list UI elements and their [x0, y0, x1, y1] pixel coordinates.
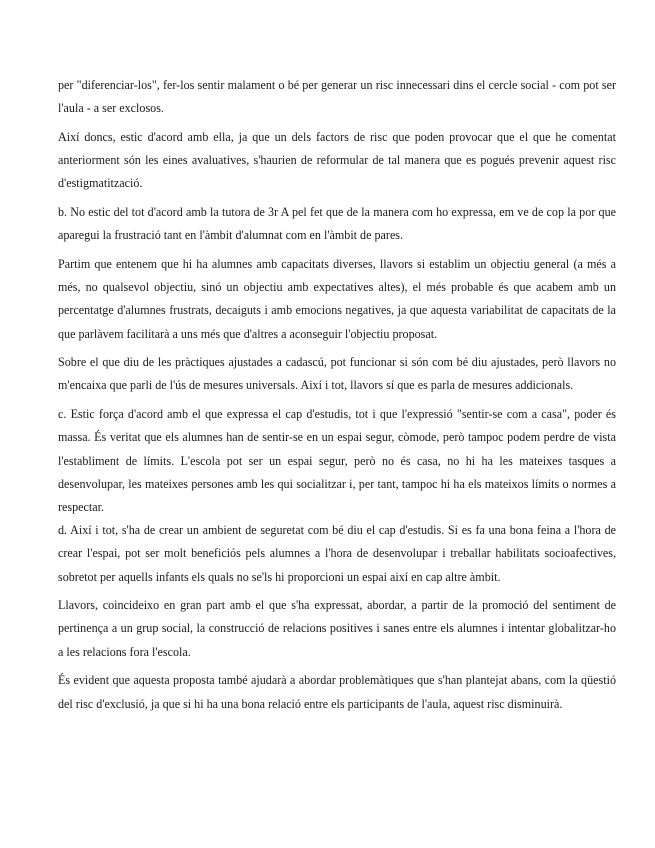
- paragraph-4: Partim que entenem que hi ha alumnes amb capacitats diverses, llavors si establim un objectiu general (a més a més, no qualsevol objectiu, sinó un objectiu amb expectatives altes), el més probable és que acabem amb un percentatge d'alumnes frustrats, decaiguts i amb emocions negatives, ja que aquesta variabilitat de capacitats de la que parlàvem facilitarà a uns més que d'altres a aconseguir l'objectiu proposat.: [58, 256, 616, 341]
- paragraph-5: Sobre el que diu de les pràctiques ajustades a cadascú, pot funcionar si són com bé diu ajustades, però llavors no m'encaixa que parli de l'ús de mesures universals. Així i tot, llavors sí que es parla de mesures addicionals.: [58, 355, 616, 393]
- paragraph-2: Així doncs, estic d'acord amb ella, ja que un dels factors de risc que poden provocar que el que he comentat anteriorment són les eines avaluatives, s'haurien de reformular de tal manera que es pogués prevenir aquest risc d'estigmatització.: [58, 129, 616, 191]
- paragraph-1: per "diferenciar-los", fer-los sentir malament o bé per generar un risc innecessari dins el cercle social - com pot ser l'aula - a ser exclosos.: [58, 78, 616, 116]
- document-page: [58, 74, 616, 721]
- paragraph-9: És evident que aquesta proposta també ajudarà a abordar problemàtiques que s'han plantejat abans, com la qüestió del risc d'exclusió, ja que si hi ha una bona relació entre els participants de l'aula, aquest risc disminuirà.: [58, 673, 616, 711]
- paragraph-8: Llavors, coincideixo en gran part amb el que s'ha expressat, abordar, a partir de la promoció del sentiment de pertinença a un grup social, la construcció de relacions positives i sanes entre els alumnes i intentar globalitzar-ho a les relacions fora l'escola.: [58, 598, 616, 659]
- paragraph-3: b. No estic del tot d'acord amb la tutora de 3r A pel fet que de la manera com ho expressa, em ve de cop la por que aparegui la frustració tant en l'àmbit d'alumnat com en l'àmbit de pares.: [58, 205, 616, 243]
- paragraph-6: c. Estic força d'acord amb el que expressa el cap d'estudis, tot i que l'expressió "sentir-se com a casa", poder és massa. És veritat que els alumnes han de sentir-se en un espai segur, còmode, però tampoc podem perdre de vista l'establiment de límits. L'escola pot ser un espai segur, però no és casa, no hi ha les mateixes tasques a desenvolupar, les mateixes persones amb les qui socialitzar i, per tant, tampoc hi ha els mateixos límits o normes a respectar.: [58, 407, 616, 514]
- paragraph-7: d. Així i tot, s'ha de crear un ambient de seguretat com bé diu el cap d'estudis. Si es fa una bona feina a l'hora de crear l'espai, pot ser molt beneficiós pels alumnes a l'hora de desenvolupar i treballar habilitats socioafectives, sobretot per aquells infants els quals no se'ls hi proporcioni un espai així en cap altre àmbit.: [58, 523, 616, 584]
